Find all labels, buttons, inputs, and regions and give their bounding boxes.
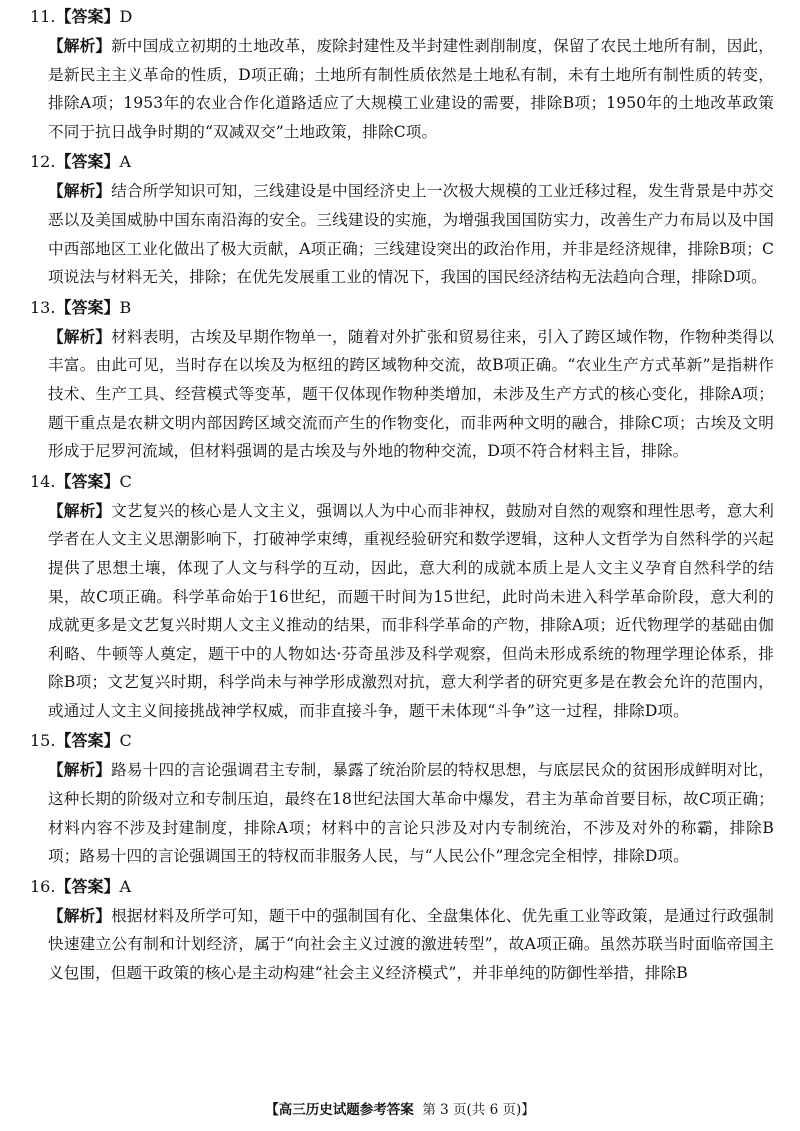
answer-value: C bbox=[119, 731, 132, 751]
analysis-text: 文艺复兴的核心是人文主义，强调以人为中心而非神权，鼓励对自然的观察和理性思考，意大利学者在人文主义思潮影响下，打破神学束缚，重视经验研究和数学逻辑，这种人文哲学为自然科学的兴起提供了思想土壤，体现了人文与科学的互动，因此，意大利的成就本质上是人文主义孕育自然科学的结果，故C项正确。科学革命始于16世纪，而题干时间为15世纪，此时尚未进入科学革命阶段，意大利的成就更多是文艺复兴时期人文主义推动的结果，而非科学革命的产物，排除A项；近代物理学的基础由伽利略、牛顿等人奠定，题干中的人物如达·芬奇虽涉及科学观察，但尚未形成系统的物理学理论体系，排除B项；文艺复兴时期，科学尚未与神学形成激烈对抗，意大利学者的研究更多是在教会允许的范围内，或通过人文主义间接挑战神学权威，而非直接斗争，题干未体现“斗争”这一过程，排除D项。 bbox=[48, 501, 774, 720]
analysis-paragraph bbox=[48, 177, 774, 291]
analysis-tag: 【解析】 bbox=[48, 36, 112, 55]
question-13 bbox=[30, 297, 774, 466]
answer-value: B bbox=[119, 297, 132, 317]
analysis-tag: 【解析】 bbox=[48, 326, 112, 346]
answer-tag: 【答案】 bbox=[55, 471, 120, 491]
answer-tag: 【答案】 bbox=[55, 731, 120, 751]
answer-sheet bbox=[30, 6, 774, 993]
analysis-tag: 【解析】 bbox=[48, 181, 112, 201]
answer-line bbox=[30, 730, 774, 752]
answer-tag: 【答案】 bbox=[55, 297, 120, 317]
answer-tag: 【答案】 bbox=[55, 7, 120, 26]
answer-tag: 【答案】 bbox=[55, 152, 120, 172]
question-number: 12. bbox=[30, 152, 56, 172]
analysis-tag: 【解析】 bbox=[48, 760, 112, 780]
question-14 bbox=[30, 471, 774, 726]
answer-value: D bbox=[119, 7, 133, 26]
analysis-text: 路易十四的言论强调君主专制，暴露了统治阶层的特权思想，与底层民众的贫困形成鲜明对比，这种长期的阶级对立和专制压迫，最终在18世纪法国大革命中爆发，君主为革命首要目标，故C项正确；材料内容不涉及封建制度，排除A项；材料中的言论只涉及对内专制统治，不涉及对外的称霸，排除B项；路易十四的言论强调国王的特权而非服务人民，与“人民公仆”理念完全相悖，排除D项。 bbox=[48, 761, 774, 866]
analysis-text: 根据材料及所学可知，题干中的强制国有化、全盘集体化、优先重工业等政策，是通过行政强制快速建立公有制和计划经济，属于“向社会主义过渡的激进转型”，故A项正确。虽然苏联当时面临帝国主义包围，但题干政策的核心是主动构建“社会主义经济模式”，并非单纯的防御性举措，排除B bbox=[48, 906, 774, 983]
question-number: 14. bbox=[30, 471, 56, 491]
answer-line bbox=[30, 297, 774, 319]
analysis-text: 新中国成立初期的土地改革，废除封建性及半封建性剥削制度，保留了农民土地所有制，因此，是新民主主义革命的性质，D项正确；土地所有制性质依然是土地私有制，未有土地所有制性质的转变，排除A项；1953年的农业合作化道路适应了大规模工业建设的需要，排除B项；1950年的土地改革政策不同于抗日战争时期的“双减双交”土地政策，排除C项。 bbox=[48, 37, 774, 141]
question-16 bbox=[30, 876, 774, 988]
answer-value: C bbox=[119, 471, 132, 491]
analysis-paragraph bbox=[48, 32, 774, 146]
analysis-paragraph bbox=[48, 756, 774, 870]
answer-value: A bbox=[119, 152, 132, 172]
answer-line bbox=[30, 151, 774, 173]
footer-title: 【高三历史试题参考答案 bbox=[265, 1102, 414, 1118]
answer-line bbox=[30, 471, 774, 493]
analysis-text: 结合所学知识可知，三线建设是中国经济史上一次极大规模的工业迁移过程，发生背景是中苏交恶以及美国威胁中国东南沿海的安全。三线建设的实施，为增强我国国防实力，改善生产力布局以及中国中西部地区工业化做出了极大贡献，A项正确；三线建设突出的政治作用，并非是经济规律，排除B项；C项说法与材料无关，排除；在优先发展重工业的情况下，我国的国民经济结构无法趋向合理，排除D项。 bbox=[48, 182, 774, 287]
question-15 bbox=[30, 730, 774, 870]
analysis-paragraph bbox=[48, 902, 774, 988]
question-number: 16. bbox=[30, 876, 56, 896]
analysis-tag: 【解析】 bbox=[48, 500, 112, 520]
analysis-tag: 【解析】 bbox=[48, 905, 112, 925]
analysis-paragraph bbox=[48, 497, 774, 726]
analysis-paragraph bbox=[48, 323, 774, 466]
analysis-text: 材料表明，古埃及早期作物单一，随着对外扩张和贸易往来，引入了跨区域作物，作物种类得以丰富。由此可见，当时存在以埃及为枢纽的跨区域物种交流，故B项正确。“农业生产方式革新”是指耕作技术、生产工具、经营模式等变革，题干仅体现作物种类增加，未涉及生产方式的核心变化，排除A项；题干重点是农耕文明内部因跨区域交流而产生的作物变化，而非两种文明的融合，排除C项；古埃及文明形成于尼罗河流域，但材料强调的是古埃及与外地的物种交流，D项不符合材料主旨，排除。 bbox=[48, 327, 774, 461]
answer-value: A bbox=[119, 876, 132, 896]
page-footer bbox=[0, 1100, 800, 1120]
answer-line bbox=[30, 876, 774, 898]
question-11 bbox=[30, 6, 774, 146]
question-number: 11. bbox=[30, 7, 56, 26]
answer-line bbox=[30, 6, 774, 28]
question-number: 15. bbox=[30, 731, 56, 751]
answer-tag: 【答案】 bbox=[55, 876, 120, 896]
question-12 bbox=[30, 151, 774, 291]
question-number: 13. bbox=[30, 297, 56, 317]
footer-page-number: 第 3 页(共 6 页)】 bbox=[422, 1102, 535, 1118]
